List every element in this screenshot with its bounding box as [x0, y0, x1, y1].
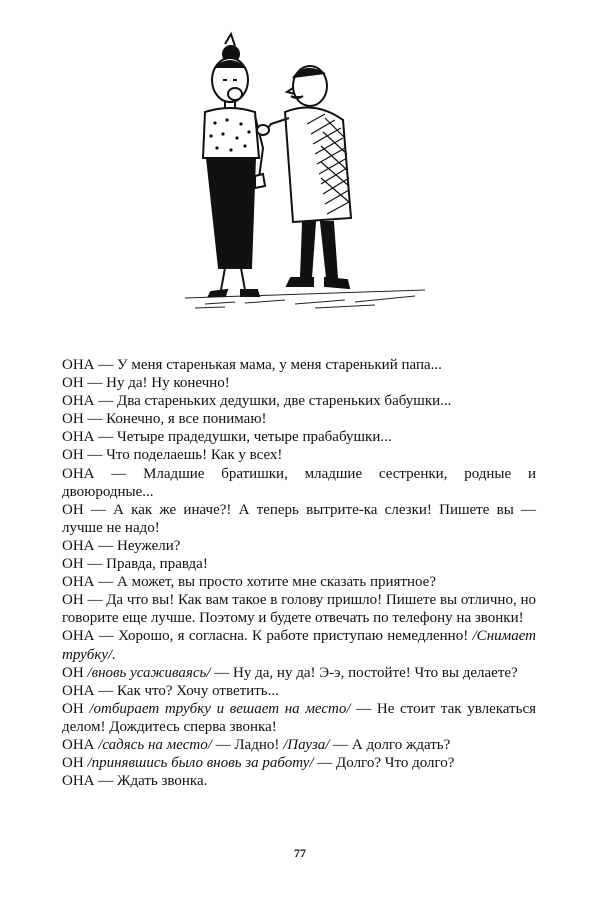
line-text: — Что поделаешь! Как у всех!	[83, 447, 283, 464]
line-text: — Неужели?	[94, 537, 181, 554]
line-text: — Хорошо, я согласна. К работе приступаю немедленно!	[94, 628, 473, 645]
speaker-name: ОН	[62, 592, 84, 609]
speaker-name: ОН	[62, 447, 84, 464]
dialogue-line	[62, 501, 536, 537]
speaker-name: ОН	[62, 700, 84, 717]
speaker-name: ОНА	[62, 773, 95, 790]
dialogue-line	[62, 772, 536, 790]
speaker-name: ОН	[62, 411, 84, 428]
dialogue-line	[62, 410, 536, 428]
dialogue-line	[62, 754, 536, 772]
speaker-name: ОНА	[62, 357, 95, 373]
line-text: — Ну да, ну да! Э-э, постойте! Что вы делаете?	[210, 664, 518, 681]
speaker-name: ОНА	[62, 574, 95, 591]
line-text: — А как же иначе?! А теперь вытрите-ка слезки! Пишете вы — лучше не надо!	[62, 501, 536, 536]
dialogue-line	[62, 392, 536, 410]
dialogue-line	[62, 537, 536, 555]
dialogue-line	[62, 736, 536, 754]
speaker-name: ОНА	[62, 429, 95, 446]
dialogue-line	[62, 465, 536, 501]
dialogue-line	[62, 374, 536, 392]
speaker-name: ОНА	[62, 628, 95, 645]
line-text: — Четыре прадедушки, четыре прабабушки...	[94, 429, 392, 446]
page-number: 77	[294, 846, 306, 860]
stage-direction: /Снимает трубку/.	[62, 628, 536, 663]
speaker-name: ОН	[62, 556, 84, 573]
couple-illustration	[175, 28, 435, 318]
dialogue-line	[62, 627, 536, 663]
dialogue-line	[62, 356, 536, 374]
speaker-name: ОН	[62, 755, 84, 772]
line-text: — Как что? Хочу ответить...	[94, 682, 279, 699]
stage-direction: /Пауза/	[283, 736, 330, 753]
line-text: — У меня старенькая мама, у меня старенький папа...	[94, 357, 442, 373]
stage-direction: /принявшись было вновь за работу/	[87, 755, 314, 772]
stage-direction: /отбирает трубку и вешает на место/	[89, 700, 351, 717]
line-text: — Правда, правда!	[83, 556, 208, 573]
dialogue-line	[62, 555, 536, 573]
speaker-name: ОН	[62, 664, 84, 681]
dialogue-line	[62, 682, 536, 700]
dialogue-line	[62, 591, 536, 627]
dialogue-line	[62, 573, 536, 591]
line-text: — А долго ждать?	[329, 736, 451, 753]
speaker-name: ОНА	[62, 465, 95, 482]
line-text: — Долго? Что долго?	[313, 755, 455, 772]
line-text: — А может, вы просто хотите мне сказать приятное?	[94, 574, 436, 591]
line-text: — Ладно!	[211, 736, 284, 753]
dialogue-text	[62, 356, 536, 790]
line-text: — Ждать звонка.	[94, 773, 208, 790]
stage-direction: /садясь на место/	[98, 736, 212, 753]
speaker-name: ОНА	[62, 393, 95, 410]
speaker-name: ОН	[62, 501, 84, 518]
speaker-name: ОНА	[62, 736, 95, 753]
dialogue-line	[62, 700, 536, 736]
speaker-name: ОНА	[62, 537, 95, 554]
line-text: — Ну да! Ну конечно!	[83, 375, 230, 392]
speaker-name: ОН	[62, 375, 84, 392]
line-text: — Младшие братишки, младшие сестренки, родные и двоюродные...	[62, 465, 536, 500]
couple-drawing-icon	[175, 28, 435, 318]
line-text: — Да что вы! Как вам такое в голову пришло! Пишете вы отлично, но говорите еще лучше. Поэтому и будете отвечать по телефону на звонки!	[62, 592, 536, 627]
stage-direction: /вновь усаживаясь/	[87, 664, 211, 681]
line-text: — Два стареньких дедушки, две стареньких бабушки...	[94, 393, 452, 410]
dialogue-line	[62, 664, 536, 682]
line-text: — Конечно, я все понимаю!	[83, 411, 267, 428]
speaker-name: ОНА	[62, 682, 95, 699]
dialogue-line	[62, 446, 536, 464]
dialogue-line	[62, 428, 536, 446]
line-text: — Не стоит так увлекаться делом! Дождитесь сперва звонка!	[62, 700, 537, 735]
